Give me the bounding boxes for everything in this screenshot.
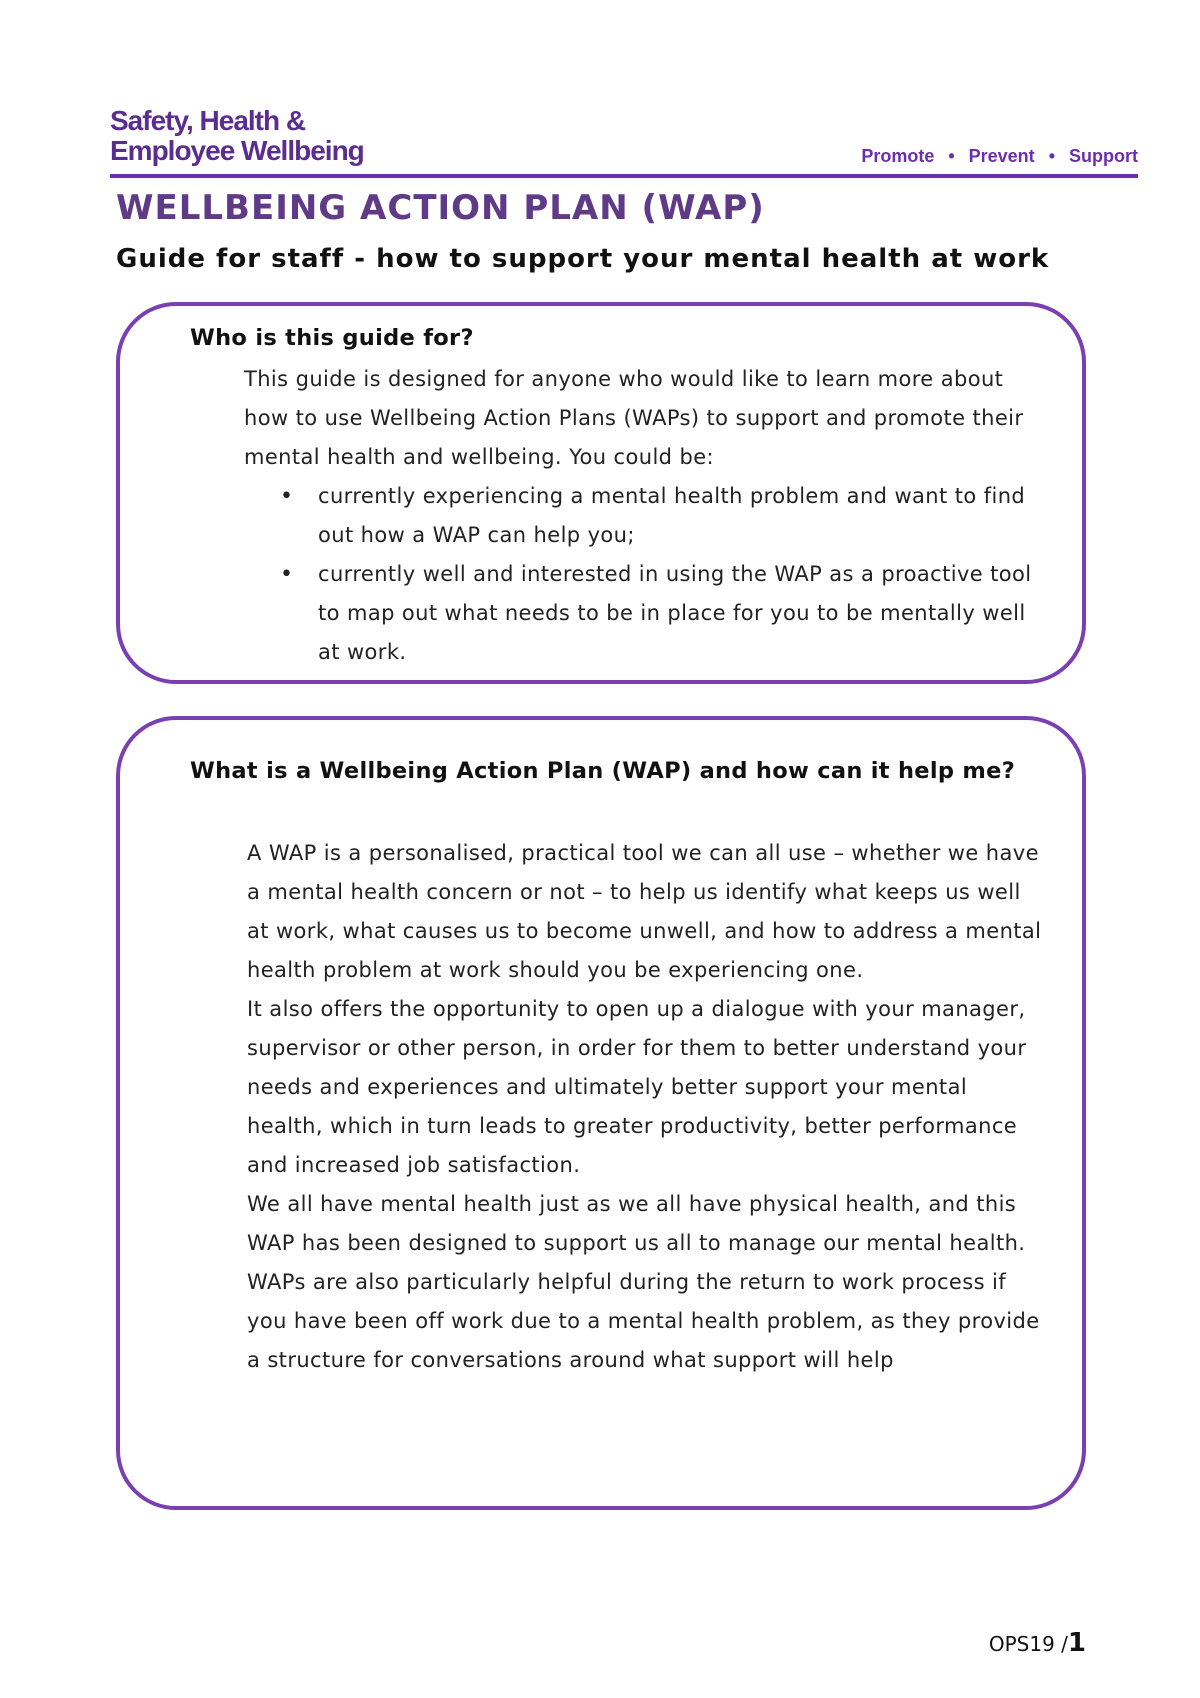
list-item: • currently experiencing a mental health problem and want to find out how a WAP can help you; [244,477,1044,555]
tagline-separator: • [1048,146,1055,166]
list-item: • currently well and interested in using the WAP as a proactive tool to map out what needs to be in place for you to be mentally well at work. [244,555,1044,672]
section-heading: Who is this guide for? [190,325,474,351]
document-subtitle: Guide for staff - how to support your mental health at work [116,244,1050,274]
intro-paragraph: This guide is designed for anyone who would like to learn more about how to use Wellbeing Action Plans (WAPs) to support and promote their mental health and wellbeing. You could be: [244,367,1024,469]
document-title: WELLBEING ACTION PLAN (WAP) [116,188,765,228]
brand-logo [110,106,364,166]
paragraph: WAPs are also particularly helpful during the return to work process if you have been off work due to a mental health problem, as they provide a structure for conversations around what support will help [247,1270,1040,1372]
header-divider [110,174,1138,178]
tagline-separator: • [948,146,955,166]
brand-line-2: Employee Wellbeing [110,135,364,166]
paragraph: A WAP is a personalised, practical tool we can all use – whether we have a mental health concern or not – to help us identify what keeps us well at work, what causes us to become unwell, and how to address a mental health problem at work should you be experiencing one. [247,841,1042,982]
tagline [861,146,1138,167]
page-number: 1 [1067,1628,1086,1658]
document-code: OPS19 / [988,1632,1068,1656]
paragraph: We all have mental health just as we all have physical health, and this WAP has been designed to support us all to manage our mental health. [247,1192,1026,1255]
section-body [247,834,1047,1380]
page-footer [989,1628,1086,1658]
what-is-a-wap-box [116,716,1086,1510]
section-body [244,360,1044,672]
brand-line-1: Safety, Health & [110,105,306,136]
bullet-list [244,477,1044,672]
who-is-this-guide-for-box [116,302,1086,684]
tagline-prevent: Prevent [968,146,1035,166]
tagline-support: Support [1069,146,1138,166]
section-heading: What is a Wellbeing Action Plan (WAP) and how can it help me? [190,758,1016,784]
paragraph: It also offers the opportunity to open up a dialogue with your manager, supervisor or other person, in order for them to better understand your needs and experiences and ultimately better support your mental health, which in turn leads to greater productivity, better performance and increased job satisfaction. [247,997,1027,1177]
tagline-promote: Promote [861,146,935,166]
page-header [110,104,1138,184]
